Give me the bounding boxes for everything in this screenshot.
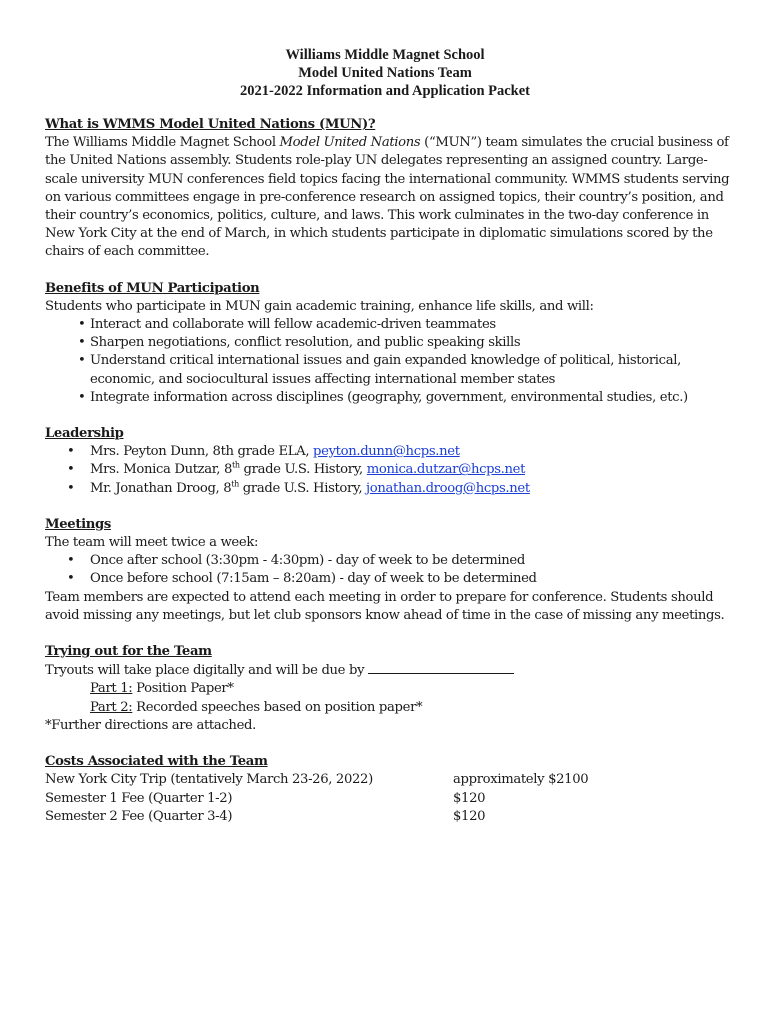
leader-email-link[interactable]: monica.dutzar@hcps.net (366, 462, 526, 478)
leader-role: grade U.S. History, (239, 462, 367, 478)
meetings-list (45, 552, 735, 588)
packet-title: 2021-2022 Information and Application Packet (239, 83, 530, 99)
leader-name: Mrs. Monica Dutzar, 8 (90, 462, 233, 478)
leader-name: Mrs. Peyton Dunn, 8th grade ELA, (90, 444, 314, 460)
tryouts-footnote: *Further directions are attached. (45, 717, 256, 733)
tryout-part-2 (45, 699, 735, 717)
tryouts-intro-text: Tryouts will take place digitally and will be due by (45, 663, 369, 679)
what-is-text-end: (“MUN”) team simulates the crucial business of the United Nations assembly. Students role-play UN delegates representing an assigned country. Large-scale university MUN conferences field topics facing the international community. WMMS students serving on various committees engage in pre-conference research on assigned topics, their country’s position, and their country’s economics, politics, culture, and laws. This work culminates in the two-day conference in New York City at the end of March, in which students participate in diplomatic simulations scored by the chairs of each committee. (45, 135, 730, 260)
meetings-note: Team members are expected to attend each meeting in order to prepare for conference. Students should avoid missing any meetings, but let club sponsors know ahead of time in the case of missing any meetings. (45, 589, 725, 623)
meeting-item: • Once before school (7:15am – 8:20am) - day of week to be determined (45, 570, 735, 588)
tryout-part-1 (45, 680, 735, 698)
leader-email-link[interactable]: jonathan.droog@hcps.net (366, 480, 530, 496)
leader-item (45, 443, 735, 461)
leadership-list (45, 443, 735, 498)
cost-item: Semester 2 Fee (Quarter 3-4) (45, 808, 233, 824)
meeting-item: • Once after school (3:30pm - 4:30pm) - day of week to be determined (45, 552, 735, 570)
benefit-item: • Sharpen negotiations, conflict resolution, and public speaking skills (45, 334, 735, 352)
document-header (0, 46, 770, 100)
ordinal-suffix: th (232, 461, 240, 471)
costs-heading: Costs Associated with the Team (45, 754, 268, 770)
ordinal-suffix: th (231, 479, 239, 489)
meetings-intro: The team will meet twice a week: (45, 535, 259, 551)
cost-row (45, 790, 735, 808)
cost-item: New York City Trip (tentatively March 23-26, 2022) (45, 772, 373, 788)
what-is-text-italic: Model United Nations (279, 135, 421, 151)
leader-item (45, 480, 735, 498)
benefit-item: • Interact and collaborate will fellow academic-driven teammates (45, 316, 735, 334)
benefits-list (45, 316, 735, 407)
leader-item (45, 461, 735, 479)
cost-amount: $120 (453, 790, 486, 806)
leader-role: grade U.S. History, (238, 480, 367, 496)
due-date-blank (368, 661, 514, 674)
part-2-text: Recorded speeches based on position paper* (132, 699, 423, 715)
benefits-intro: Students who participate in MUN gain academic training, enhance life skills, and will: (45, 298, 594, 314)
cost-row (45, 808, 735, 826)
cost-amount: $120 (453, 808, 486, 824)
cost-amount: approximately $2100 (453, 772, 589, 788)
tryouts-heading: Trying out for the Team (45, 644, 212, 660)
cost-row (45, 771, 735, 789)
what-is-text-start: The Williams Middle Magnet School (45, 135, 280, 151)
leader-name: Mr. Jonathan Droog, 8 (90, 480, 232, 496)
what-is-mun-heading: What is WMMS Model United Nations (MUN)? (45, 117, 376, 132)
leadership-heading: Leadership (45, 426, 124, 442)
leader-email-link[interactable]: peyton.dunn@hcps.net (313, 444, 460, 460)
benefits-heading: Benefits of MUN Participation (45, 280, 260, 296)
part-2-label: Part 2: (90, 699, 133, 715)
school-name: Williams Middle Magnet School (285, 47, 485, 63)
meetings-heading: Meetings (45, 516, 111, 532)
document-body (45, 116, 735, 826)
what-is-mun-paragraph (45, 134, 735, 261)
part-1-text: Position Paper* (132, 681, 234, 697)
benefit-item: • Integrate information across disciplines (geography, government, environmental studies, etc.) (45, 389, 735, 407)
part-1-label: Part 1: (90, 681, 133, 697)
cost-item: Semester 1 Fee (Quarter 1-2) (45, 790, 233, 806)
benefit-item: • Understand critical international issues and gain expanded knowledge of political, historical, economic, and sociocultural issues affecting international member states (45, 352, 735, 388)
team-name: Model United Nations Team (298, 65, 472, 81)
tryouts-intro (45, 661, 735, 680)
